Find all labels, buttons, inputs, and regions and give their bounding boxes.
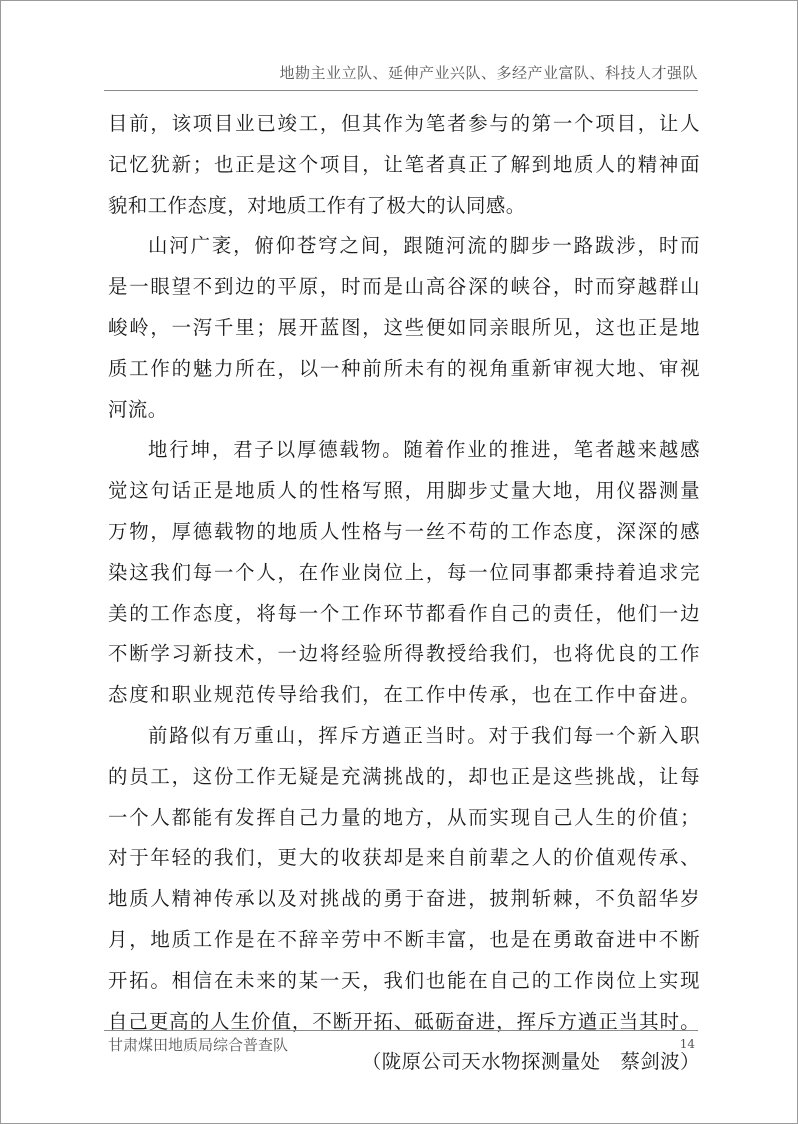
text-line: 染这我们每一个人，在作业岗位上，每一位同事都秉持着追求完 — [108, 560, 700, 584]
page-number: 14 — [679, 1037, 695, 1051]
text-line: 开拓。相信在未来的某一天，我们也能在自己的工作岗位上实现 — [108, 968, 700, 992]
text-line: 记忆犹新；也正是这个项目，让笔者真正了解到地质人的精神面 — [108, 152, 700, 176]
footer-organization: 甘肃煤田地质局综合普查队 — [108, 1036, 289, 1054]
text-line: 的员工，这份工作无疑是充满挑战的，却也正是这些挑战，让每 — [108, 764, 700, 788]
author-signature: （陇原公司天水物探测量处 蔡剑波） — [361, 1050, 700, 1074]
page-header-slogan: 地勘主业立队、延伸产业兴队、多经产业富队、科技人才强队 — [279, 64, 698, 82]
text-line: 觉这句话正是地质人的性格写照，用脚步丈量大地，用仪器测量 — [108, 479, 700, 503]
text-line: 河流。 — [108, 397, 168, 421]
paragraph-1 — [108, 104, 700, 226]
text-line: 目前，该项目业已竣工，但其作为笔者参与的第一个项目，让人 — [108, 112, 700, 135]
text-line: 万物，厚德载物的地质人性格与一丝不苟的工作态度，深深的感 — [108, 519, 700, 543]
text-line: 地行坤，君子以厚德载物。随着作业的推进，笔者越来越感 — [148, 438, 700, 462]
text-line: 美的工作态度，将每一个工作环节都看作自己的责任，他们一边 — [108, 601, 700, 625]
paragraph-2 — [108, 226, 700, 430]
footer-divider — [104, 1030, 698, 1031]
text-line: 对于年轻的我们，更大的收获却是来自前辈之人的价值观传承、 — [108, 846, 700, 870]
text-line: 不断学习新技术，一边将经验所得教授给我们，也将优良的工作 — [108, 642, 700, 666]
text-line: 自己更高的人生价值，不断开拓、砥砺奋进，挥斥方遒正当其时。 — [108, 1009, 700, 1033]
text-line: 月，地质工作是在不辞辛劳中不断丰富，也是在勇敢奋进中不断 — [108, 927, 700, 951]
text-line: 貌和工作态度，对地质工作有了极大的认同感。 — [108, 193, 526, 217]
text-line: 是一眼望不到边的平原，时而是山高谷深的峡谷，时而穿越群山 — [108, 275, 700, 299]
header-divider — [104, 90, 698, 91]
text-line: 地质人精神传承以及对挑战的勇于奋进，披荆斩棘，不负韶华岁 — [108, 887, 700, 911]
text-line: 态度和职业规范传导给我们，在工作中传承，也在工作中奋进。 — [108, 683, 700, 707]
paragraph-3 — [108, 430, 700, 716]
article-body — [108, 104, 700, 1083]
text-line: 质工作的魅力所在，以一种前所未有的视角重新审视大地、审视 — [108, 356, 700, 380]
text-line: 山河广袤，俯仰苍穹之间，跟随河流的脚步一路跋涉，时而 — [148, 234, 700, 258]
text-line: 一个人都能有发挥自己力量的地方，从而实现自己人生的价值； — [108, 805, 700, 829]
paragraph-4 — [108, 716, 700, 1042]
text-line: 前路似有万重山，挥斥方遒正当时。对于我们每一个新入职 — [148, 723, 700, 747]
text-line: 峻岭，一泻千里；展开蓝图，这些便如同亲眼所见，这也正是地 — [108, 315, 700, 339]
